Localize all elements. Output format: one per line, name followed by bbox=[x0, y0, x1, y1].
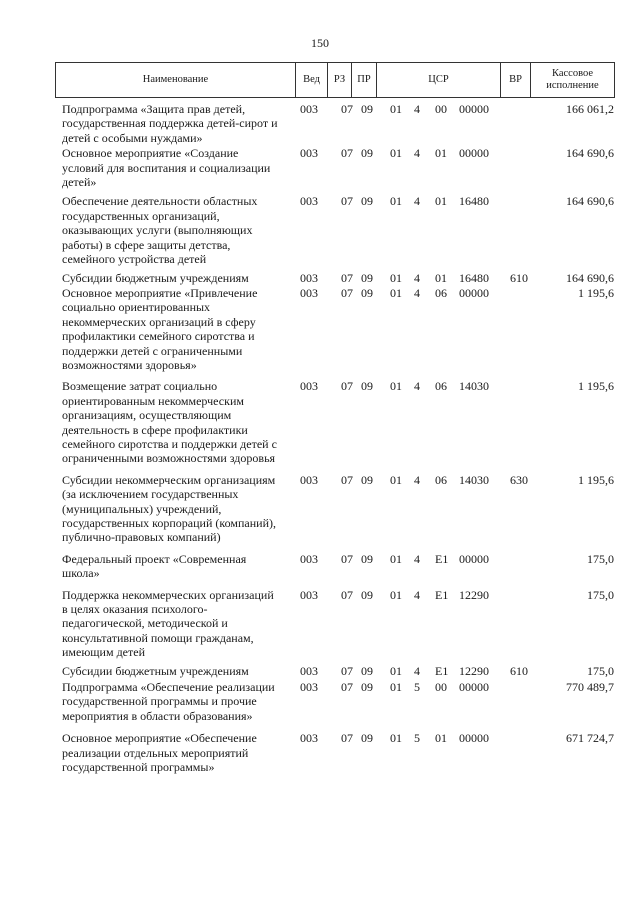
row-csr-event: 06 bbox=[435, 379, 447, 394]
row-rz: 07 bbox=[341, 379, 353, 394]
row-sum: 1 195,6 bbox=[578, 285, 614, 300]
row-csr-direction: 00000 bbox=[459, 731, 489, 746]
row-csr-event: 01 bbox=[435, 146, 447, 161]
row-csr-subprogram: 4 bbox=[414, 271, 420, 286]
row-csr-subprogram: 4 bbox=[414, 587, 420, 602]
row-name: Субсидии бюджетным учреждениям bbox=[62, 271, 249, 286]
row-rz: 07 bbox=[341, 194, 353, 209]
row-csr-event: 01 bbox=[435, 731, 447, 746]
row-name: Подпрограмма «Обеспечение реализации государственной программы и прочие мероприятия в области образования» bbox=[62, 680, 275, 723]
row-ved: 003 bbox=[300, 663, 318, 678]
header-pr: ПР bbox=[352, 63, 377, 97]
row-csr-program: 01 bbox=[390, 146, 402, 161]
row-csr-program: 01 bbox=[390, 102, 402, 116]
row-pr: 09 bbox=[361, 285, 373, 300]
row-ved: 003 bbox=[300, 587, 318, 602]
table-row bbox=[0, 473, 640, 545]
row-ved: 003 bbox=[300, 271, 318, 286]
row-name: Основное мероприятие «Создание условий для воспитания и социализации детей» bbox=[62, 146, 271, 190]
row-csr-subprogram: 5 bbox=[414, 731, 420, 746]
row-sum: 175,0 bbox=[587, 663, 614, 678]
row-csr-subprogram: 4 bbox=[414, 379, 420, 394]
header-ved: Вед bbox=[296, 63, 328, 97]
row-csr-program: 01 bbox=[390, 587, 402, 602]
row-name: Возмещение затрат социально ориентированным некоммерческим организациям, осуществляющим деятельность в сфере профилактики семейного сиротства и поддержки детей с ограниченными возможностями здоровья bbox=[62, 379, 277, 466]
table-row bbox=[0, 731, 640, 774]
row-csr-event: E1 bbox=[435, 587, 449, 602]
row-csr-direction: 00000 bbox=[459, 680, 489, 695]
row-rz: 07 bbox=[341, 587, 353, 602]
row-name: Поддержка некоммерческих организаций в целях оказания психолого-педагогической, методической и консультативной помощи гражданам, имеющим детей bbox=[62, 587, 274, 660]
row-name: Основное мероприятие «Обеспечение реализации отдельных мероприятий государственной программы» bbox=[62, 731, 257, 775]
row-csr-program: 01 bbox=[390, 285, 402, 300]
table-row bbox=[0, 102, 640, 145]
row-pr: 09 bbox=[361, 472, 373, 487]
row-csr-program: 01 bbox=[390, 731, 402, 746]
row-ved: 003 bbox=[300, 146, 318, 161]
row-rz: 07 bbox=[341, 663, 353, 678]
row-csr-event: 06 bbox=[435, 285, 447, 300]
row-csr-program: 01 bbox=[390, 551, 402, 566]
row-pr: 09 bbox=[361, 146, 373, 161]
row-csr-direction: 12290 bbox=[459, 663, 489, 678]
row-name: Основное мероприятие «Привлечение социально ориентированных некоммерческих организаций в сферу профилактики семейного сиротства и поддержки детей с ограниченными возможностями здоровья» bbox=[62, 285, 258, 372]
row-csr-subprogram: 4 bbox=[414, 102, 420, 116]
row-pr: 09 bbox=[361, 587, 373, 602]
row-csr-program: 01 bbox=[390, 194, 402, 209]
row-rz: 07 bbox=[341, 285, 353, 300]
row-ved: 003 bbox=[300, 379, 318, 394]
row-csr-event: E1 bbox=[435, 551, 449, 566]
row-name: Федеральный проект «Современная школа» bbox=[62, 551, 247, 581]
row-sum: 1 195,6 bbox=[578, 472, 614, 487]
row-sum: 175,0 bbox=[587, 587, 614, 602]
row-sum: 671 724,7 bbox=[566, 731, 614, 746]
row-name: Субсидии бюджетным учреждениям bbox=[62, 663, 249, 678]
row-ved: 003 bbox=[300, 194, 318, 209]
row-csr-event: 00 bbox=[435, 680, 447, 695]
header-csr: ЦСР bbox=[377, 63, 501, 97]
row-pr: 09 bbox=[361, 271, 373, 286]
row-csr-program: 01 bbox=[390, 472, 402, 487]
row-csr-direction: 00000 bbox=[459, 146, 489, 161]
row-vr: 610 bbox=[510, 663, 528, 678]
table-header bbox=[55, 62, 615, 98]
row-csr-subprogram: 4 bbox=[414, 663, 420, 678]
row-csr-subprogram: 4 bbox=[414, 285, 420, 300]
row-csr-subprogram: 4 bbox=[414, 194, 420, 209]
row-csr-event: 00 bbox=[435, 102, 447, 116]
table-row bbox=[0, 379, 640, 465]
table-row bbox=[0, 680, 640, 723]
row-pr: 09 bbox=[361, 680, 373, 695]
row-pr: 09 bbox=[361, 102, 373, 116]
table-row bbox=[0, 664, 640, 678]
row-pr: 09 bbox=[361, 663, 373, 678]
row-sum: 164 690,6 bbox=[566, 194, 614, 209]
table-row bbox=[0, 146, 640, 189]
table-row bbox=[0, 286, 640, 372]
row-sum: 1 195,6 bbox=[578, 379, 614, 394]
row-csr-direction: 00000 bbox=[459, 285, 489, 300]
row-csr-direction: 16480 bbox=[459, 194, 489, 209]
row-csr-subprogram: 4 bbox=[414, 472, 420, 487]
header-vr: ВР bbox=[501, 63, 531, 97]
row-vr: 630 bbox=[510, 472, 528, 487]
row-ved: 003 bbox=[300, 680, 318, 695]
row-csr-program: 01 bbox=[390, 663, 402, 678]
row-pr: 09 bbox=[361, 379, 373, 394]
row-sum: 770 489,7 bbox=[566, 680, 614, 695]
row-csr-direction: 00000 bbox=[459, 102, 489, 116]
row-csr-program: 01 bbox=[390, 271, 402, 286]
row-name: Субсидии некоммерческим организациям (за исключением государственных (муниципальных) учреждений, государственных корпораций (компаний), публично-правовых компаний) bbox=[62, 472, 276, 545]
row-vr: 610 bbox=[510, 271, 528, 286]
row-sum: 164 690,6 bbox=[566, 146, 614, 161]
table-row bbox=[0, 271, 640, 285]
header-rz: РЗ bbox=[328, 63, 352, 97]
header-sum-line1: Кассовое bbox=[551, 67, 594, 79]
row-sum: 166 061,2 bbox=[566, 102, 614, 116]
header-sum-line2: исполнение bbox=[546, 80, 599, 91]
header-sum bbox=[531, 63, 614, 97]
header-name: Наименование bbox=[56, 63, 296, 97]
row-pr: 09 bbox=[361, 551, 373, 566]
row-ved: 003 bbox=[300, 285, 318, 300]
table-row bbox=[0, 588, 640, 660]
row-rz: 07 bbox=[341, 731, 353, 746]
row-name: Обеспечение деятельности областных государственных организаций, оказывающих услуги (выполняющих работы) в сфере защиты детства, семейного устройства детей bbox=[62, 194, 258, 267]
row-rz: 07 bbox=[341, 102, 353, 116]
row-csr-direction: 00000 bbox=[459, 551, 489, 566]
row-csr-direction: 14030 bbox=[459, 472, 489, 487]
row-csr-program: 01 bbox=[390, 379, 402, 394]
row-csr-event: E1 bbox=[435, 663, 449, 678]
row-csr-subprogram: 4 bbox=[414, 146, 420, 161]
row-ved: 003 bbox=[300, 102, 318, 116]
table-row bbox=[0, 194, 640, 266]
row-csr-subprogram: 5 bbox=[414, 680, 420, 695]
row-csr-direction: 12290 bbox=[459, 587, 489, 602]
row-csr-direction: 14030 bbox=[459, 379, 489, 394]
table-body bbox=[0, 102, 640, 774]
row-sum: 164 690,6 bbox=[566, 271, 614, 286]
row-csr-subprogram: 4 bbox=[414, 551, 420, 566]
row-rz: 07 bbox=[341, 472, 353, 487]
row-pr: 09 bbox=[361, 731, 373, 746]
row-pr: 09 bbox=[361, 194, 373, 209]
row-rz: 07 bbox=[341, 271, 353, 286]
row-sum: 175,0 bbox=[587, 551, 614, 566]
row-csr-direction: 16480 bbox=[459, 271, 489, 286]
row-csr-program: 01 bbox=[390, 680, 402, 695]
row-ved: 003 bbox=[300, 551, 318, 566]
row-name: Подпрограмма «Защита прав детей, государственная поддержка детей-сирот и детей с особыми нуждами» bbox=[62, 102, 278, 145]
row-rz: 07 bbox=[341, 680, 353, 695]
row-csr-event: 06 bbox=[435, 472, 447, 487]
row-ved: 003 bbox=[300, 731, 318, 746]
row-csr-event: 01 bbox=[435, 271, 447, 286]
row-ved: 003 bbox=[300, 472, 318, 487]
row-csr-event: 01 bbox=[435, 194, 447, 209]
page-number: 150 bbox=[311, 36, 329, 50]
table-row bbox=[0, 552, 640, 581]
row-rz: 07 bbox=[341, 146, 353, 161]
row-rz: 07 bbox=[341, 551, 353, 566]
